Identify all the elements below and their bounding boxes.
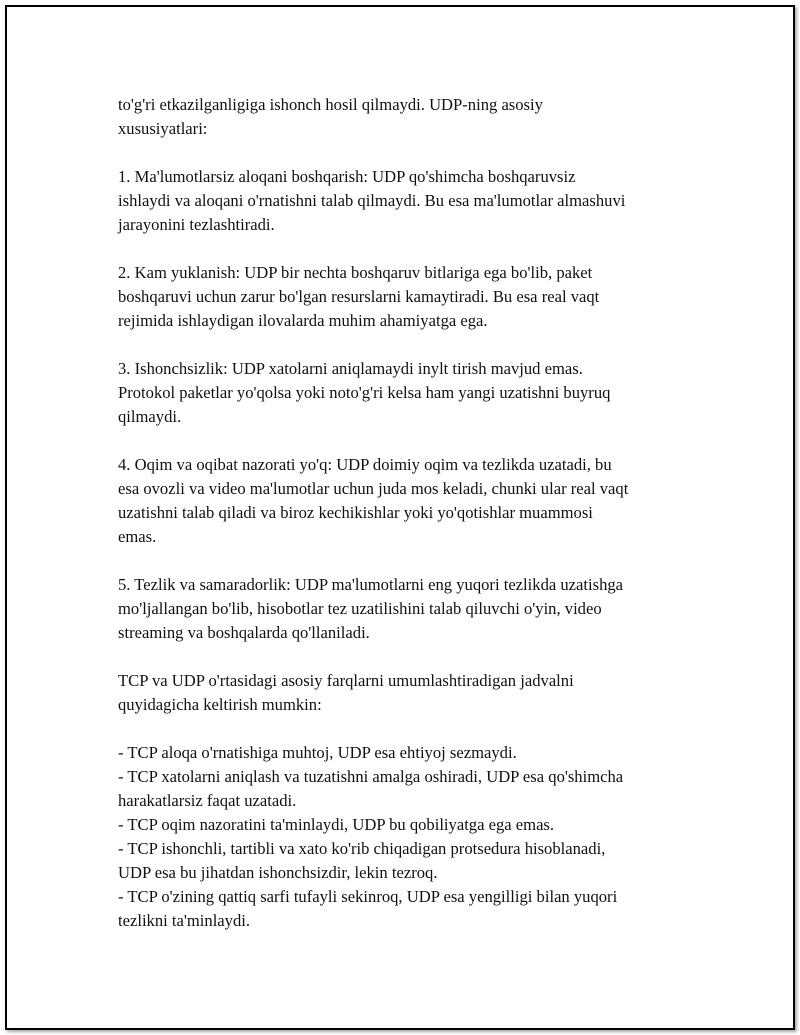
- list-item: - TCP aloqa o'rnatishiga muhtoj, UDP esa ehtiyoj sezmaydi.: [118, 743, 517, 762]
- paragraph-summary-intro: [118, 669, 708, 717]
- text-line: esa ovozli va video ma'lumotlar uchun juda mos keladi, chunki ular real vaqt: [118, 479, 629, 498]
- text-line: qilmaydi.: [118, 407, 182, 426]
- text-line: 3. Ishonchsizlik: UDP xatolarni aniqlamaydi inylt tirish mavjud emas.: [118, 359, 583, 378]
- text-line: emas.: [118, 527, 157, 546]
- text-line: jarayonini tezlashtiradi.: [118, 215, 275, 234]
- text-line: streaming va boshqalarda qo'llaniladi.: [118, 623, 370, 642]
- list-item: UDP esa bu jihatdan ishonchsizdir, lekin tezroq.: [118, 863, 438, 882]
- paragraph-item-1: [118, 165, 708, 237]
- text-line: 5. Tezlik va samaradorlik: UDP ma'lumotlarni eng yuqori tezlikda uzatishga: [118, 575, 624, 594]
- paragraph-item-4: [118, 453, 708, 549]
- paragraph-item-2: [118, 261, 708, 333]
- list-item: tezlikni ta'minlaydi.: [118, 911, 251, 930]
- text-line: boshqaruvi uchun zarur bo'lgan resurslarni kamaytiradi. Bu esa real vaqt: [118, 287, 600, 306]
- text-line: ishlaydi va aloqani o'rnatishni talab qilmaydi. Bu esa ma'lumotlar almashuvi: [118, 191, 626, 210]
- text-line: quyidagicha keltirish mumkin:: [118, 695, 322, 714]
- list-item: - TCP oqim nazoratini ta'minlaydi, UDP bu qobiliyatga ega emas.: [118, 815, 555, 834]
- text-line: xususiyatlari:: [118, 119, 208, 138]
- text-line: uzatishni talab qiladi va biroz kechikishlar yoki yo'qotishlar muammosi: [118, 503, 593, 522]
- paragraph-intro: [118, 93, 708, 141]
- comparison-list: [118, 741, 708, 933]
- document-body: [118, 93, 708, 933]
- text-line: TCP va UDP o'rtasidagi asosiy farqlarni umumlashtiradigan jadvalni: [118, 671, 574, 690]
- text-line: to'g'ri etkazilganligiga ishonch hosil qilmaydi. UDP-ning asosiy: [118, 95, 543, 114]
- text-line: rejimida ishlaydigan ilovalarda muhim ahamiyatga ega.: [118, 311, 488, 330]
- paragraph-item-5: [118, 573, 708, 645]
- text-line: mo'ljallangan bo'lib, hisobotlar tez uzatilishini talab qiluvchi o'yin, video: [118, 599, 602, 618]
- list-item: - TCP ishonchli, tartibli va xato ko'rib chiqadigan protsedura hisoblanadi,: [118, 839, 606, 858]
- text-line: 1. Ma'lumotlarsiz aloqani boshqarish: UDP qo'shimcha boshqaruvsiz: [118, 167, 576, 186]
- text-line: Protokol paketlar yo'qolsa yoki noto'g'ri kelsa ham yangi uzatishni buyruq: [118, 383, 611, 402]
- paragraph-item-3: [118, 357, 708, 429]
- list-item: harakatlarsiz faqat uzatadi.: [118, 791, 297, 810]
- text-line: 4. Oqim va oqibat nazorati yo'q: UDP doimiy oqim va tezlikda uzatadi, bu: [118, 455, 612, 474]
- list-item: - TCP xatolarni aniqlash va tuzatishni amalga oshiradi, UDP esa qo'shimcha: [118, 767, 624, 786]
- text-line: 2. Kam yuklanish: UDP bir nechta boshqaruv bitlariga ega bo'lib, paket: [118, 263, 593, 282]
- list-item: - TCP o'zining qattiq sarfi tufayli sekinroq, UDP esa yengilligi bilan yuqori: [118, 887, 618, 906]
